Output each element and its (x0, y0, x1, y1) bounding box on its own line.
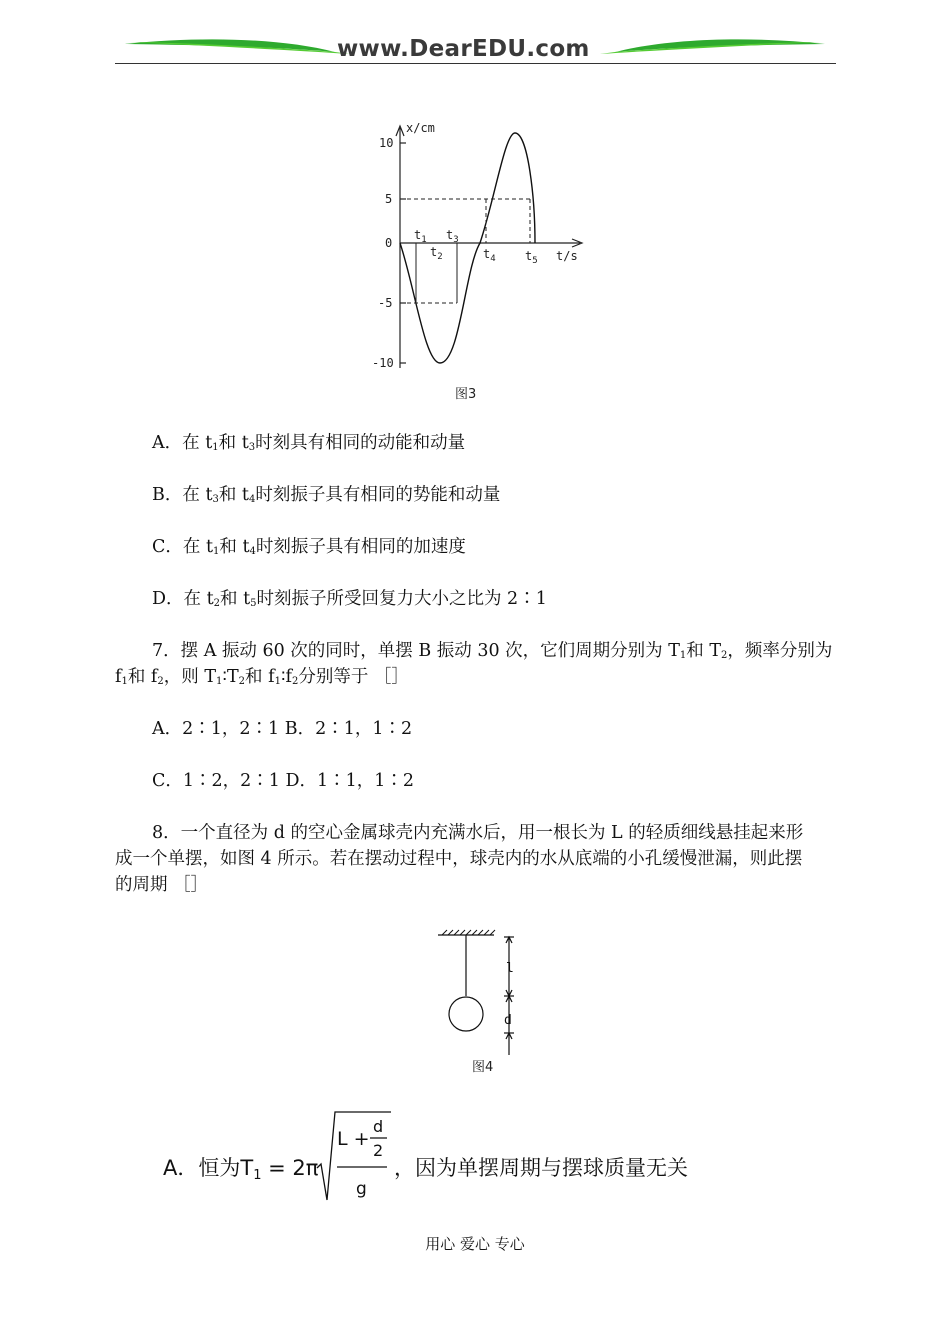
axis-label-t-s: t/s (556, 249, 578, 263)
t4-label: $t_4$ (483, 247, 496, 264)
ceiling-hatching (442, 930, 495, 935)
q8-line-2: 成一个单摆，如图 4 所示。若在摆动过程中，球壳内的水从底端的小孔缓慢泄漏，则此摆 (115, 849, 803, 869)
t2-label: $t_2$ (430, 245, 443, 262)
dashed-guides (400, 199, 530, 303)
t1-label: $t_1$ (414, 228, 427, 245)
t3-label: $t_3$ (446, 228, 459, 245)
q6-option-d: D．在 $t_2$和 $t_5$时刻振子所受回复力大小之比为 2∶1 (152, 589, 547, 609)
q8-line-3: 的周期 ［］ (115, 875, 209, 895)
formula-sqrt-fraction (315, 1108, 395, 1208)
axis-label-x-cm: x/cm (406, 121, 435, 135)
y-tick-neg10: -10 (372, 356, 394, 370)
q7-line-1: 7．摆 A 振动 60 次的同时，单摆 B 振动 30 次，它们周期分别为 $T_1$和 $T_2$，频率分别为 (152, 641, 833, 661)
formula-suffix: ，因为单摆周期与摆球质量无关 (394, 1156, 688, 1180)
formula-prefix: A．恒为T1 = 2π (163, 1156, 319, 1183)
t5-label: $t_5$ (525, 249, 538, 266)
y-tick-0: 0 (385, 236, 393, 250)
y-tick-10: 10 (379, 136, 394, 150)
q7-options-ab: A．2∶1，2∶1 B．2∶1，1∶2 (152, 719, 413, 739)
figure-3-caption: 图3 (455, 387, 477, 402)
figure-4-pendulum (430, 925, 530, 1080)
label-d: d (504, 1013, 512, 1028)
q7-options-cd: C．1∶2，2∶1 D．1∶1，1∶2 (152, 771, 415, 791)
figure-4-caption: 图4 (472, 1060, 494, 1075)
svg-text:2: 2 (373, 1141, 384, 1160)
header-rule (115, 63, 836, 64)
svg-text:g: g (356, 1179, 367, 1199)
q7-line-2: $f_1$和 $f_2$，则 $T_1∶T_2$和 $f_1∶f_2$分别等于 ［］ (115, 667, 409, 687)
q8-line-1: 8．一个直径为 d 的空心金属球壳内充满水后，用一根长为 L 的轻质细线悬挂起来形 (152, 823, 804, 843)
y-tick-neg5: -5 (378, 296, 393, 310)
q6-option-b: B．在 $t_3$和 $t_4$时刻振子具有相同的势能和动量 (152, 485, 501, 505)
label-l: l (506, 961, 514, 976)
q6-option-a: A．在 $t_1$和 $t_3$时刻具有相同的动能和动量 (152, 433, 466, 453)
svg-text:L +: L + (337, 1128, 370, 1150)
figure-3-graph (370, 118, 590, 408)
pendulum-bob (449, 997, 483, 1031)
displacement-curve (400, 133, 535, 363)
svg-text:d: d (373, 1117, 384, 1136)
page-footer: 用心 爱心 专心 (425, 1235, 525, 1253)
site-logo-text: www.DearEDU.com (337, 36, 590, 62)
y-tick-5: 5 (385, 192, 393, 206)
q6-option-c: C．在 $t_1$和 $t_4$时刻振子具有相同的加速度 (152, 537, 466, 557)
